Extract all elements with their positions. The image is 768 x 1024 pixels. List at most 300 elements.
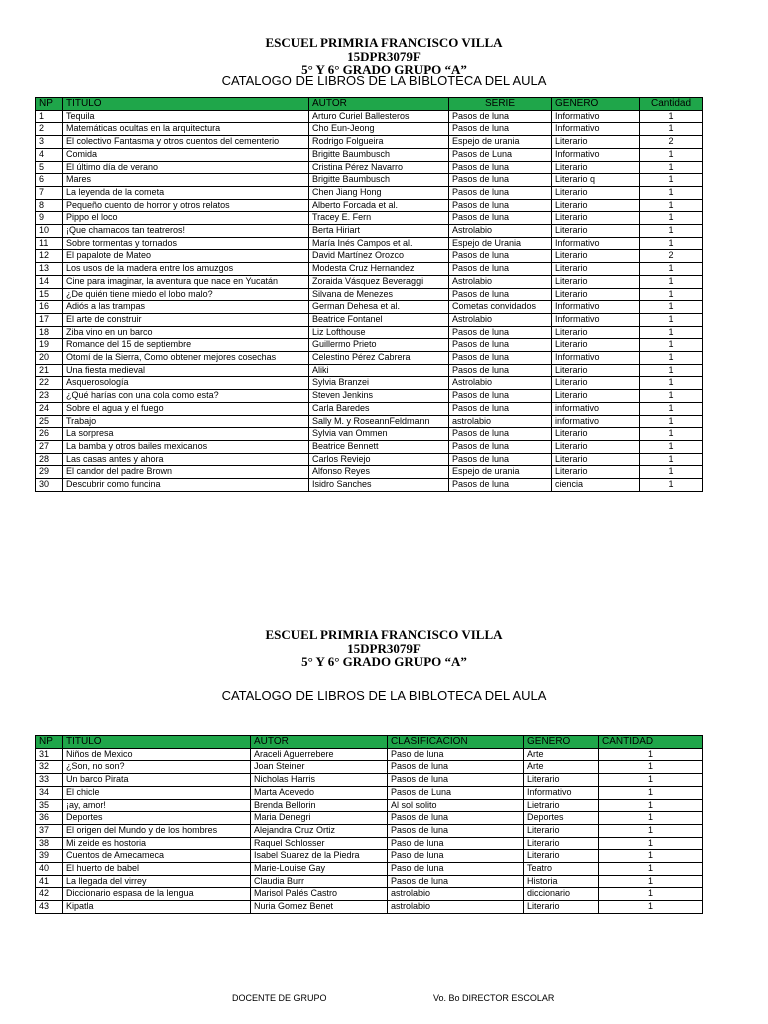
table-cell: Informativo	[552, 352, 640, 365]
table-cell: Kipatla	[63, 901, 251, 914]
table-cell: Literario	[552, 364, 640, 377]
school-code: 15DPR3079F	[347, 640, 421, 656]
table-cell: 1	[640, 186, 703, 199]
table-cell: Niños de Mexico	[63, 748, 251, 761]
table-cell: 42	[36, 888, 63, 901]
table-cell: 1	[640, 326, 703, 339]
table-cell: 1	[36, 110, 63, 123]
table-cell: Un barco Pirata	[63, 774, 251, 787]
table-cell: 1	[640, 212, 703, 225]
table-cell: 43	[36, 901, 63, 914]
signature-teacher: DOCENTE DE GRUPO	[232, 993, 327, 1003]
table-cell: 2	[36, 123, 63, 136]
table-row	[36, 875, 703, 888]
table-cell: Sally M. y RoseannFeldmann	[309, 415, 449, 428]
table-cell: 18	[36, 326, 63, 339]
table-cell: Paso de luna	[388, 863, 524, 876]
table-header-row	[36, 98, 703, 111]
school-name: ESCUEL PRIMRIA FRANCISCO VILLA	[265, 35, 503, 50]
table-cell: Pasos de luna	[449, 352, 552, 365]
table-cell: Pasos de luna	[449, 326, 552, 339]
table-cell: Marisol Palés Castro	[251, 888, 388, 901]
table-cell: Espejo de urania	[449, 136, 552, 149]
table-cell: Carlos Reviejo	[309, 453, 449, 466]
table-cell: Arturo Curiel Ballesteros	[309, 110, 449, 123]
table-cell: Espejo de urania	[449, 466, 552, 479]
table-cell: Los usos de la madera entre los amuzgos	[63, 263, 309, 276]
table-cell: 31	[36, 748, 63, 761]
table-row	[36, 453, 703, 466]
table-cell: La sorpresa	[63, 428, 309, 441]
table-cell: 1	[640, 364, 703, 377]
table-body-1	[36, 110, 703, 491]
table-cell: 1	[640, 123, 703, 136]
table-cell: Matemáticas ocultas en la arquitectura	[63, 123, 309, 136]
table-row	[36, 352, 703, 365]
table-cell: astrolabio	[388, 901, 524, 914]
table-cell: Literario	[552, 136, 640, 149]
table-cell: Literario	[524, 774, 599, 787]
table-row	[36, 377, 703, 390]
table-cell: 1	[640, 377, 703, 390]
table-cell: 29	[36, 466, 63, 479]
school-name: ESCUEL PRIMRIA FRANCISCO VILLA	[265, 627, 503, 642]
table-cell: Pasos de luna	[449, 339, 552, 352]
table-cell: 1	[640, 440, 703, 453]
table-cell: Deportes	[63, 812, 251, 825]
table-cell: Romance del 15 de septiembre	[63, 339, 309, 352]
table-cell: 12	[36, 250, 63, 263]
table-cell: Liz Lofthouse	[309, 326, 449, 339]
table-cell: 1	[640, 339, 703, 352]
table-cell: Pequeño cuento de horror y otros relatos	[63, 199, 309, 212]
table-row	[36, 225, 703, 238]
table-row	[36, 212, 703, 225]
table-row	[36, 313, 703, 326]
table-cell: Nuria Gomez Benet	[251, 901, 388, 914]
table-cell: Comida	[63, 148, 309, 161]
table-cell: 11	[36, 237, 63, 250]
table-cell: Steven Jenkins	[309, 390, 449, 403]
table-cell: 4	[36, 148, 63, 161]
table-cell: Tequila	[63, 110, 309, 123]
table-cell: Cristina Pérez Navarro	[309, 161, 449, 174]
table-row	[36, 786, 703, 799]
table-row	[36, 199, 703, 212]
table-cell: María Inés Campos et al.	[309, 237, 449, 250]
table-cell: Pippo el loco	[63, 212, 309, 225]
table-cell: 1	[640, 479, 703, 492]
table-cell: Literario	[552, 339, 640, 352]
table-row	[36, 812, 703, 825]
table-row	[36, 774, 703, 787]
table-cell: 1	[640, 390, 703, 403]
table-row	[36, 837, 703, 850]
table-cell: Pasos de luna	[449, 123, 552, 136]
table-row	[36, 288, 703, 301]
table-cell: 34	[36, 786, 63, 799]
table-cell: La leyenda de la cometa	[63, 186, 309, 199]
table-row	[36, 364, 703, 377]
table-cell: Sylvia Branzei	[309, 377, 449, 390]
table-row	[36, 850, 703, 863]
table-cell: 28	[36, 453, 63, 466]
table-cell: 22	[36, 377, 63, 390]
table-cell: Lietrario	[524, 799, 599, 812]
table-cell: Adiós a las trampas	[63, 301, 309, 314]
table-cell: 36	[36, 812, 63, 825]
table-cell: 25	[36, 415, 63, 428]
col-clasificacion: CLASIFICACION	[388, 736, 524, 749]
col-autor: AUTOR	[251, 736, 388, 749]
table-cell: 39	[36, 850, 63, 863]
table-cell: 1	[599, 901, 703, 914]
table-cell: Teatro	[524, 863, 599, 876]
table-cell: 1	[640, 301, 703, 314]
table-cell: Pasos de luna	[388, 761, 524, 774]
table-cell: 23	[36, 390, 63, 403]
table-row	[36, 275, 703, 288]
table-cell: Pasos de luna	[449, 288, 552, 301]
table-cell: David Martínez Orozco	[309, 250, 449, 263]
table-cell: Astrolabio	[449, 377, 552, 390]
table-row	[36, 339, 703, 352]
table-cell: 33	[36, 774, 63, 787]
table-cell: Literario	[552, 428, 640, 441]
table-cell: Beatrice Bennett	[309, 440, 449, 453]
col-serie: SERIE	[449, 98, 552, 111]
table-cell: ¡ay, amor!	[63, 799, 251, 812]
table-cell: Pasos de luna	[388, 875, 524, 888]
table-cell: Diccionario espasa de la lengua	[63, 888, 251, 901]
table-cell: Descubrir como funcina	[63, 479, 309, 492]
table-cell: 5	[36, 161, 63, 174]
table-cell: Literario	[552, 161, 640, 174]
table-cell: 1	[640, 453, 703, 466]
table-cell: Literario	[552, 453, 640, 466]
table-cell: Ziba vino en un barco	[63, 326, 309, 339]
table-cell: 1	[640, 275, 703, 288]
table-cell: Historia	[524, 875, 599, 888]
signature-director: Vo. Bo DIRECTOR ESCOLAR	[433, 993, 555, 1003]
table-cell: Literario	[524, 837, 599, 850]
table-row	[36, 428, 703, 441]
table-cell: Informativo	[552, 313, 640, 326]
table-cell: Pasos de luna	[449, 199, 552, 212]
table-row	[36, 402, 703, 415]
table-cell: Literario	[552, 390, 640, 403]
table-cell: Arte	[524, 748, 599, 761]
table-cell: Pasos de luna	[449, 479, 552, 492]
table-cell: Joan Steiner	[251, 761, 388, 774]
col-cantidad: Cantidad	[640, 98, 703, 111]
table-cell: 1	[640, 415, 703, 428]
table-cell: Literario	[552, 186, 640, 199]
table-cell: 35	[36, 799, 63, 812]
table-cell: Literario	[552, 440, 640, 453]
table-cell: Literario	[552, 326, 640, 339]
table-cell: Pasos de luna	[449, 110, 552, 123]
table-cell: 1	[640, 110, 703, 123]
grade-group: 5° Y 6° GRADO GRUPO “A”	[301, 654, 467, 669]
table-cell: Cho Eun-Jeong	[309, 123, 449, 136]
catalog-title-2: CATALOGO DE LIBROS DE LA BIBLOTECA DEL AULA	[221, 688, 547, 703]
table-cell: Sylvia van Ommen	[309, 428, 449, 441]
table-cell: 1	[640, 428, 703, 441]
table-cell: Alejandra Cruz Ortiz	[251, 824, 388, 837]
table-cell: Pasos de luna	[388, 774, 524, 787]
table-cell: ¿Qué harías con una cola como esta?	[63, 390, 309, 403]
table-cell: 1	[599, 748, 703, 761]
table-cell: Astrolabio	[449, 275, 552, 288]
table-cell: El origen del Mundo y de los hombres	[63, 824, 251, 837]
table-row	[36, 761, 703, 774]
table-cell: 1	[640, 313, 703, 326]
table-row	[36, 148, 703, 161]
table-cell: Astrolabio	[449, 225, 552, 238]
table-cell: Maria Denegri	[251, 812, 388, 825]
table-cell: Trabajo	[63, 415, 309, 428]
table-cell: Informativo	[552, 148, 640, 161]
table-cell: 1	[640, 161, 703, 174]
table-cell: Mares	[63, 174, 309, 187]
table-cell: Mi zeide es hostoria	[63, 837, 251, 850]
table-cell: 40	[36, 863, 63, 876]
table-cell: Pasos de luna	[449, 440, 552, 453]
table-cell: Brenda Bellorin	[251, 799, 388, 812]
table-row	[36, 110, 703, 123]
school-code: 15DPR3079F	[347, 48, 421, 64]
table-cell: 15	[36, 288, 63, 301]
table-cell: astrolabio	[388, 888, 524, 901]
table-cell: 1	[640, 174, 703, 187]
table-cell: 1	[599, 850, 703, 863]
table-cell: 17	[36, 313, 63, 326]
table-cell: 2	[640, 250, 703, 263]
table-cell: 1	[599, 863, 703, 876]
table-row	[36, 237, 703, 250]
table-row	[36, 440, 703, 453]
table-row	[36, 390, 703, 403]
table-header-row	[36, 736, 703, 749]
table-cell: Pasos de luna	[449, 402, 552, 415]
table-cell: Pasos de luna	[449, 212, 552, 225]
table-cell: 26	[36, 428, 63, 441]
table-cell: El papalote de Mateo	[63, 250, 309, 263]
table-cell: Pasos de luna	[449, 250, 552, 263]
table-row	[36, 326, 703, 339]
table-cell: Informativo	[524, 786, 599, 799]
table-row	[36, 186, 703, 199]
col-autor: AUTOR	[309, 98, 449, 111]
catalog-title-1: CATALOGO DE LIBROS DE LA BIBLOTECA DEL AULA	[221, 73, 547, 88]
table-row	[36, 174, 703, 187]
grade-group: 5° Y 6° GRADO GRUPO “A”	[301, 62, 467, 77]
table-row	[36, 888, 703, 901]
table-cell: Literario q	[552, 174, 640, 187]
table-cell: Astrolabio	[449, 313, 552, 326]
table-cell: 32	[36, 761, 63, 774]
table-cell: 2	[640, 136, 703, 149]
table-cell: 3	[36, 136, 63, 149]
table-cell: Pasos de luna	[388, 812, 524, 825]
table-cell: Cine para imaginar, la aventura que nace en Yucatán	[63, 275, 309, 288]
table-cell: Pasos de luna	[388, 824, 524, 837]
table-cell: Pasos de Luna	[388, 786, 524, 799]
table-cell: 9	[36, 212, 63, 225]
table-cell: Tracey E. Fern	[309, 212, 449, 225]
table-cell: Informativo	[552, 123, 640, 136]
table-cell: Paso de luna	[388, 748, 524, 761]
table-cell: Pasos de luna	[449, 161, 552, 174]
table-cell: Paso de luna	[388, 837, 524, 850]
table-cell: Literario	[552, 263, 640, 276]
table-cell: 1	[640, 288, 703, 301]
table-cell: 1	[599, 774, 703, 787]
table-cell: ¡Que chamacos tan teatreros!	[63, 225, 309, 238]
table-row	[36, 136, 703, 149]
table-cell: Pasos de Luna	[449, 148, 552, 161]
table-cell: Chen Jiang Hong	[309, 186, 449, 199]
table-cell: Nicholas Harris	[251, 774, 388, 787]
table-row	[36, 479, 703, 492]
table-cell: 14	[36, 275, 63, 288]
table-cell: Alfonso Reyes	[309, 466, 449, 479]
col-titulo: TITULO	[63, 98, 309, 111]
table-row	[36, 263, 703, 276]
table-cell: informativo	[552, 402, 640, 415]
col-genero: GENERO	[552, 98, 640, 111]
table-cell: 16	[36, 301, 63, 314]
table-cell: Otomí de la Sierra, Como obtener mejores cosechas	[63, 352, 309, 365]
table-row	[36, 824, 703, 837]
table-cell: Alberto Forcada et al.	[309, 199, 449, 212]
table-cell: Raquel Schlosser	[251, 837, 388, 850]
table-cell: Marie-Louise Gay	[251, 863, 388, 876]
school-header-1	[0, 36, 768, 77]
table-body-2	[36, 748, 703, 913]
col-np: NP	[36, 98, 63, 111]
table-cell: El chicle	[63, 786, 251, 799]
table-cell: Sobre tormentas y tornados	[63, 237, 309, 250]
col-np: NP	[36, 736, 63, 749]
table-row	[36, 250, 703, 263]
table-cell: Cometas convidados	[449, 301, 552, 314]
table-cell: 19	[36, 339, 63, 352]
table-cell: Silvana de Menezes	[309, 288, 449, 301]
table-cell: Informativo	[552, 110, 640, 123]
table-cell: 8	[36, 199, 63, 212]
table-cell: Pasos de luna	[449, 453, 552, 466]
table-cell: German Dehesa et al.	[309, 301, 449, 314]
books-table-1	[35, 97, 703, 492]
table-cell: Pasos de luna	[449, 174, 552, 187]
table-cell: Zoraida Vásquez Beveraggi	[309, 275, 449, 288]
table-cell: 1	[640, 148, 703, 161]
table-cell: Isabel Suarez de la Piedra	[251, 850, 388, 863]
table-cell: Literario	[524, 850, 599, 863]
table-cell: El arte de construir	[63, 313, 309, 326]
table-cell: El último día de verano	[63, 161, 309, 174]
table-cell: 1	[640, 199, 703, 212]
table-cell: 30	[36, 479, 63, 492]
table-cell: Asquerosología	[63, 377, 309, 390]
table-cell: astrolabio	[449, 415, 552, 428]
table-cell: Literario	[552, 377, 640, 390]
table-row	[36, 466, 703, 479]
table-row	[36, 123, 703, 136]
table-cell: 21	[36, 364, 63, 377]
table-cell: Pasos de luna	[449, 186, 552, 199]
col-genero: GENERO	[524, 736, 599, 749]
table-cell: 1	[599, 824, 703, 837]
table-cell: Las casas antes y ahora	[63, 453, 309, 466]
table-cell: 1	[599, 837, 703, 850]
table-cell: Literario	[524, 901, 599, 914]
table-cell: 24	[36, 402, 63, 415]
table-cell: Pasos de luna	[449, 390, 552, 403]
table-row	[36, 799, 703, 812]
table-cell: Sobre el agua y el fuego	[63, 402, 309, 415]
table-cell: 10	[36, 225, 63, 238]
table-cell: 7	[36, 186, 63, 199]
table-cell: 1	[599, 812, 703, 825]
table-row	[36, 863, 703, 876]
table-cell: 38	[36, 837, 63, 850]
table-cell: Rodrigo Folgueira	[309, 136, 449, 149]
table-cell: Literario	[552, 288, 640, 301]
table-cell: 1	[640, 225, 703, 238]
table-cell: 41	[36, 875, 63, 888]
table-cell: 1	[640, 402, 703, 415]
books-table-2	[35, 735, 703, 914]
table-cell: Brigitte Baumbusch	[309, 148, 449, 161]
table-cell: 1	[599, 875, 703, 888]
table-row	[36, 301, 703, 314]
table-cell: 1	[599, 888, 703, 901]
table-cell: El colectivo Fantasma y otros cuentos del cementerio	[63, 136, 309, 149]
table-cell: 1	[640, 466, 703, 479]
table-cell: Marta Acevedo	[251, 786, 388, 799]
table-cell: Modesta Cruz Hernandez	[309, 263, 449, 276]
table-cell: Carla Baredes	[309, 402, 449, 415]
table-cell: Deportes	[524, 812, 599, 825]
table-cell: ¿Son, no son?	[63, 761, 251, 774]
table-cell: 6	[36, 174, 63, 187]
table-row	[36, 415, 703, 428]
table-cell: informativo	[552, 415, 640, 428]
table-row	[36, 748, 703, 761]
table-cell: El huerto de babel	[63, 863, 251, 876]
table-cell: 13	[36, 263, 63, 276]
table-cell: diccionario	[524, 888, 599, 901]
table-cell: 1	[640, 352, 703, 365]
table-cell: Celestino Pérez Cabrera	[309, 352, 449, 365]
table-cell: Beatrice Fontanel	[309, 313, 449, 326]
col-cantidad: CANTIDAD	[599, 736, 703, 749]
table-cell: Literario	[552, 250, 640, 263]
table-cell: 1	[640, 263, 703, 276]
table-cell: Araceli Aguerrebere	[251, 748, 388, 761]
table-cell: Pasos de luna	[449, 428, 552, 441]
table-cell: Espejo de Urania	[449, 237, 552, 250]
table-cell: Aliki	[309, 364, 449, 377]
table-cell: La llegada del virrey	[63, 875, 251, 888]
table-cell: 1	[640, 237, 703, 250]
table-cell: Literario	[552, 199, 640, 212]
table-cell: Brigitte Baumbusch	[309, 174, 449, 187]
table-cell: El candor del padre Brown	[63, 466, 309, 479]
